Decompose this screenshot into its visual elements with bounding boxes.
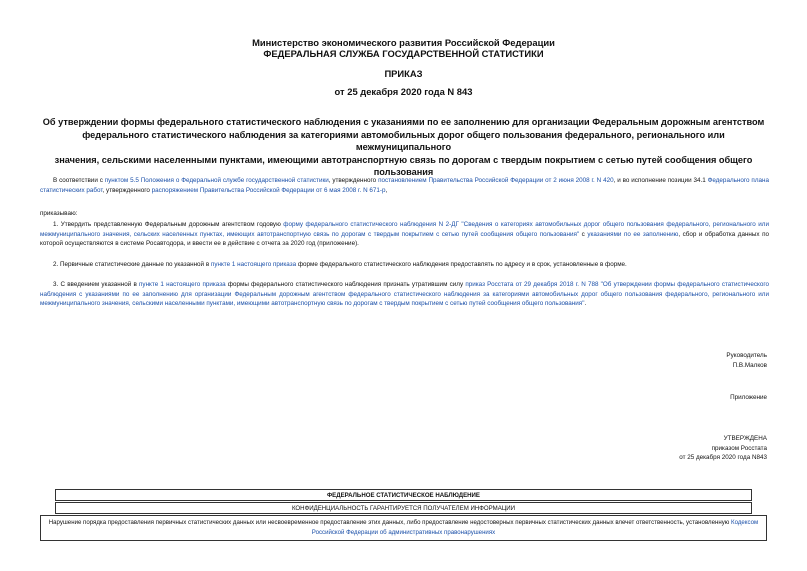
doc-date-number: от 25 декабря 2020 года N 843: [334, 86, 473, 97]
approval-line-3: от 25 декабря 2020 года N843: [679, 454, 767, 462]
link-federal-plan[interactable]: Федерального плана статистических работ: [40, 177, 769, 194]
item-3-paragraph: [40, 280, 769, 309]
form-box-confidentiality: КОНФИДЕНЦИАЛЬНОСТЬ ГАРАНТИРУЕТСЯ ПОЛУЧАТЕЛЕМ ИНФОРМАЦИИ: [55, 502, 752, 514]
service-heading: ФЕДЕРАЛЬНАЯ СЛУЖБА ГОСУДАРСТВЕННОЙ СТАТИСТИКИ: [263, 48, 544, 59]
preamble-text: , утвержденного: [328, 177, 379, 184]
doc-title: [40, 116, 767, 179]
link-government-order[interactable]: распоряжением Правительства Российской Федерации от 6 мая 2008 г. N 671-р: [151, 186, 386, 194]
form-box-title: ФЕДЕРАЛЬНОЕ СТАТИСТИЧЕСКОЕ НАБЛЮДЕНИЕ: [55, 489, 752, 501]
item-1-text: 1. Утвердить представленную Федеральным дорожным агентством годовую: [53, 221, 284, 228]
approval-line-2: приказом Росстата: [711, 444, 767, 452]
preamble-paragraph: [40, 176, 769, 195]
preamble-text: , утвержденного: [102, 186, 152, 194]
item-2-paragraph: [40, 260, 769, 270]
ministry-heading: Министерство экономического развития Российской Федерации: [252, 37, 555, 48]
preamble-text: В соответствии с: [53, 177, 105, 184]
item-3-text: формы федерального статистического наблюдения признать утратившим силу: [225, 281, 466, 288]
item-3-text: 3. С введением указанной в: [53, 281, 140, 288]
link-item-1[interactable]: пункте 1 настоящего приказа: [139, 281, 226, 288]
warning-text: Нарушение порядка предоставления первичных статистических данных или несвоевременное предоставление этих данных, либо предоставление недостоверных первичных статистических данных влечет ответственность, установленную: [48, 519, 732, 526]
approval-line-1: УТВЕРЖДЕНА: [723, 435, 767, 442]
link-item-1[interactable]: пункте 1 настоящего приказа: [210, 261, 297, 268]
item-1-text: , сбор и обработка данных по которой осуществляются в системе Росавтодора, и ввести ее в действие с отчета за 2020 год (приложение).: [40, 230, 769, 248]
preamble-text: ,: [385, 186, 388, 194]
signature-block: [726, 351, 767, 370]
doc-title-line-3: значения, сельскими населенными пунктами, имеющими автотранспортную связь по дорогам с твердым покрытием с сетью путей сообщения общего пользования: [54, 154, 753, 177]
link-form-2dg[interactable]: форму федерального статистического наблюдения N 2-ДГ "Сведения о категориях автомобильных дорог общего пользования федерального, регионального или межмуниципального значения, сельских населенных пунктах, имеющих автотранспортную связь по дорогам с твердым покрытием с сетью путей сообщения общего пользования": [40, 221, 769, 238]
link-rosstat-order-788[interactable]: приказ Росстата от 29 декабря 2018 г. N 788 "Об утверждении формы федерального статистического наблюдения с указаниями по ее заполнению для организации Федеральным дорожным агентством федерального статистического наблюдения за категориями автомобильных дорог общего пользования федерального, регионального или межмуниципального значения, сельскими населенными пунктами, имеющими автотранспортную связь по дорогам с твердым покрытием с сетью путей сообщения общего пользования": [40, 281, 770, 308]
order-word: приказываю:: [40, 210, 78, 217]
signature-name: П.В.Малков: [732, 361, 767, 369]
doc-type-heading: ПРИКАЗ: [384, 68, 423, 79]
item-2-text: 2. Первичные статистические данные по указанной в: [53, 261, 211, 268]
doc-title-line-2: федерального статистического наблюдения за категориями автомобильных дорог общего пользования федерального, регионального или межмуниципального: [82, 129, 725, 152]
link-regulation-clause[interactable]: пунктом 5.5 Положения о Федеральной службе государственной статистики: [104, 177, 329, 184]
signature-role: Руководитель: [726, 352, 767, 359]
item-2-text: форме федерального статистического наблюдения предоставлять по адресу и в срок, установленные в форме.: [296, 261, 627, 268]
form-box-warning: [40, 515, 767, 541]
link-government-decree[interactable]: постановлением Правительства Российской Федерации от 2 июня 2008 г. N 420: [378, 177, 614, 184]
link-administrative-code[interactable]: Кодексом Российской Федерации об административных правонарушениях: [311, 519, 759, 536]
link-filling-instructions[interactable]: указаниями по ее заполнению: [587, 230, 679, 238]
item-1-paragraph: [40, 220, 769, 249]
doc-title-line-1: Об утверждении формы федерального статистического наблюдения с указаниями по ее заполнению для организации Федеральным дорожным агентством: [42, 117, 765, 127]
preamble-text: , и во исполнение позиции 34.1: [613, 177, 708, 184]
approval-block: [679, 434, 767, 463]
item-1-text: с: [579, 230, 588, 238]
appendix-label: Приложение: [730, 394, 767, 401]
item-3-text: .: [584, 300, 587, 308]
